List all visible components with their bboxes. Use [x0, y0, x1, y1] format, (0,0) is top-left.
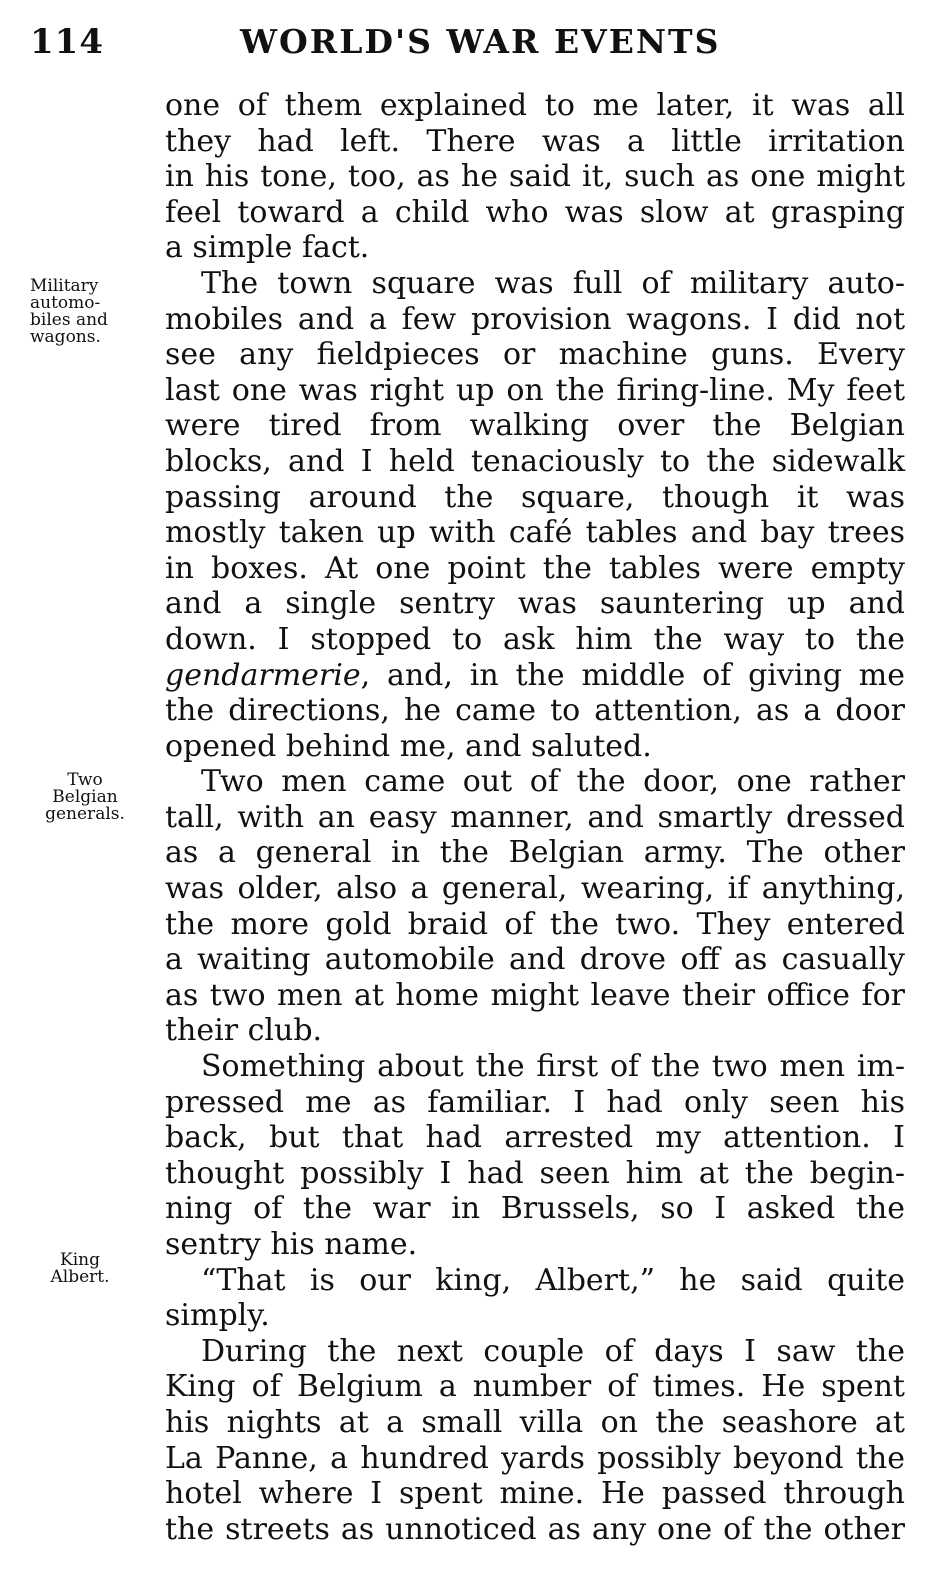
- body-text: [165, 88, 905, 1547]
- text-line: in boxes. At one point the tables were empty: [165, 550, 905, 586]
- text-line: the directions, he came to attention, as a door: [165, 693, 905, 729]
- text-line-with-italic: [165, 658, 905, 694]
- margin-note-military-automobiles: [30, 278, 152, 346]
- text-line: the more gold braid of the two. They entered: [165, 906, 905, 942]
- text-line: sentry his name.: [165, 1227, 418, 1262]
- text-line: their club.: [165, 1013, 323, 1049]
- text-line: simply.: [165, 1298, 270, 1334]
- text-line: During the next couple of days I saw the: [201, 1333, 905, 1369]
- text-line: mostly taken up with café tables and bay trees: [165, 515, 905, 551]
- text-line: hotel where I spent mine. He passed through: [165, 1476, 905, 1512]
- text-line: and a single sentry was sauntering up and: [165, 586, 905, 622]
- text-line: King of Belgium a number of times. He spent: [165, 1369, 905, 1405]
- text-line: the streets as unnoticed as any one of the other: [165, 1511, 905, 1547]
- margin-note-line: Albert.: [50, 1267, 110, 1287]
- margin-note-line: Military: [30, 276, 99, 296]
- text-line: opened behind me, and saluted.: [165, 728, 652, 764]
- margin-note-line: generals.: [45, 804, 125, 824]
- text-line: as two men at home might leave their office for: [165, 977, 905, 1013]
- text-line: down. I stopped to ask him the way to the: [165, 621, 905, 657]
- text-line: see any fieldpieces or machine guns. Every: [165, 337, 905, 373]
- text-line: La Panne, a hundred yards possibly beyond the: [165, 1440, 905, 1476]
- text-line: they had left. There was a little irritation: [165, 123, 905, 159]
- text-line: feel toward a child who was slow at grasping: [165, 194, 905, 230]
- text-line: back, but that had arrested my attention. I: [165, 1120, 905, 1156]
- text-line: tall, with an easy manner, and smartly dressed: [165, 799, 905, 835]
- text-line: his nights at a small villa on the seashore at: [165, 1404, 905, 1440]
- text-line: was older, also a general, wearing, if anything,: [165, 871, 905, 907]
- text-line: mobiles and a few provision wagons. I did not: [165, 301, 905, 337]
- text-line-rest: , and, in the middle of giving me: [360, 657, 905, 693]
- margin-note-line: King: [60, 1250, 100, 1270]
- page-header: [30, 22, 910, 72]
- text-line: Something about the first of the two men im-: [201, 1049, 905, 1085]
- text-line: “That is our king, Albert,” he said quite: [201, 1262, 905, 1298]
- text-line: a simple fact.: [165, 230, 370, 266]
- italic-word: gendarmerie: [165, 657, 361, 693]
- text-line: in his tone, too, as he said it, such as one might: [165, 159, 905, 195]
- text-line: pressed me as familiar. I had only seen his: [165, 1084, 905, 1120]
- margin-note-line: wagons.: [30, 327, 101, 347]
- text-line: ning of the war in Brussels, so I asked the: [165, 1191, 905, 1227]
- text-line: as a general in the Belgian army. The other: [165, 835, 905, 871]
- margin-note-king-albert: [30, 1252, 130, 1286]
- margin-note-belgian-generals: [30, 772, 140, 823]
- text-line: passing around the square, though it was: [165, 479, 905, 515]
- margin-note-line: Two: [67, 770, 103, 790]
- text-line: Two men came out of the door, one rather: [201, 764, 905, 800]
- text-line: one of them explained to me later, it was all: [165, 88, 905, 123]
- text-line: were tired from walking over the Belgian: [165, 408, 905, 444]
- text-line: blocks, and I held tenaciously to the sidewalk: [165, 443, 905, 479]
- text-line: The town square was full of military auto-: [201, 265, 905, 301]
- text-line: last one was right up on the firing-line. My feet: [165, 372, 905, 408]
- text-line: a waiting automobile and drove off as casually: [165, 942, 905, 978]
- margin-note-line: automo-: [30, 293, 101, 313]
- text-line: thought possibly I had seen him at the begin-: [165, 1155, 905, 1191]
- margin-note-line: biles and: [30, 310, 108, 330]
- running-title: WORLD'S WAR EVENTS: [240, 22, 721, 61]
- page-number: 114: [30, 22, 104, 62]
- margin-note-line: Belgian: [52, 787, 118, 807]
